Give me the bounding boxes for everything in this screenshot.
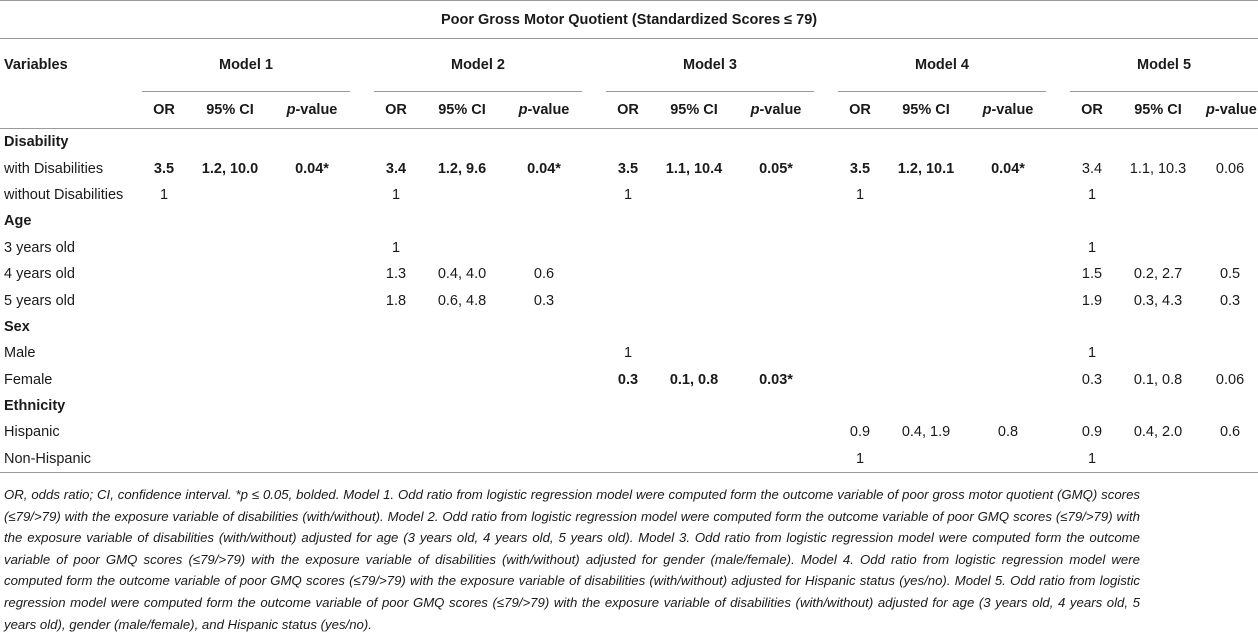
or-cell: 1 bbox=[855, 450, 865, 467]
table-row bbox=[0, 261, 1258, 287]
or-header: OR bbox=[849, 102, 871, 118]
p-value-cell: 0.6 bbox=[1219, 424, 1241, 441]
p-rest: -value bbox=[759, 102, 802, 118]
ci-cell bbox=[418, 235, 506, 261]
ci-header: 95% CI bbox=[670, 102, 718, 118]
ci-cell bbox=[418, 419, 506, 445]
or-header: OR bbox=[1081, 102, 1103, 118]
ci-cell bbox=[882, 182, 970, 208]
or-cell bbox=[838, 287, 882, 313]
p-value-header bbox=[274, 92, 350, 129]
ci-cell bbox=[650, 261, 738, 287]
p-value-cell bbox=[506, 235, 582, 261]
ci-header: 95% CI bbox=[902, 102, 950, 118]
p-value-cell bbox=[274, 340, 350, 366]
or-cell bbox=[606, 235, 650, 261]
or-cell: 0.3 bbox=[617, 371, 639, 388]
or-cell: 1 bbox=[391, 239, 401, 256]
or-cell bbox=[374, 367, 418, 393]
table-row bbox=[0, 446, 1258, 473]
table-row bbox=[0, 155, 1258, 181]
ci-cell bbox=[186, 235, 274, 261]
ci-cell: 0.6, 4.8 bbox=[437, 292, 487, 309]
row-label: Female bbox=[4, 371, 53, 388]
p-value-cell bbox=[506, 182, 582, 208]
model-header: Model 3 bbox=[606, 39, 814, 92]
model-header: Model 1 bbox=[142, 39, 350, 92]
p-italic: p bbox=[982, 102, 992, 118]
table-row bbox=[0, 419, 1258, 445]
p-value-cell bbox=[506, 419, 582, 445]
ci-cell bbox=[882, 235, 970, 261]
p-value-cell: 0.5 bbox=[1219, 266, 1241, 283]
ci-cell bbox=[882, 367, 970, 393]
or-cell: 0.3 bbox=[1081, 371, 1103, 388]
ci-cell: 1.1, 10.4 bbox=[665, 160, 723, 177]
ci-cell bbox=[882, 261, 970, 287]
or-cell: 1 bbox=[1087, 450, 1097, 467]
p-value-cell bbox=[274, 446, 350, 473]
p-value-cell: 0.04* bbox=[991, 160, 1025, 177]
ci-cell bbox=[882, 340, 970, 366]
or-cell bbox=[142, 367, 186, 393]
p-value-cell bbox=[506, 340, 582, 366]
ci-header: 95% CI bbox=[438, 102, 486, 118]
ci-cell bbox=[1114, 235, 1202, 261]
p-value-cell bbox=[506, 367, 582, 393]
ci-cell bbox=[650, 419, 738, 445]
p-value-cell bbox=[1202, 235, 1258, 261]
ci-cell bbox=[186, 340, 274, 366]
ci-cell: 0.3, 4.3 bbox=[1133, 292, 1183, 309]
ci-cell: 0.4, 2.0 bbox=[1133, 424, 1183, 441]
p-value-cell bbox=[1202, 340, 1258, 366]
row-label: Male bbox=[4, 345, 36, 362]
title-row bbox=[0, 1, 1258, 39]
or-cell: 1 bbox=[623, 345, 633, 362]
row-label: without Disabilities bbox=[4, 186, 124, 203]
p-rest: -value bbox=[1214, 102, 1257, 118]
p-value-cell bbox=[970, 287, 1046, 313]
p-value-cell bbox=[970, 235, 1046, 261]
category-label: Age bbox=[4, 213, 32, 230]
p-value-cell: 0.03* bbox=[759, 371, 793, 388]
ci-cell: 1.2, 9.6 bbox=[437, 160, 487, 177]
or-cell bbox=[142, 340, 186, 366]
ci-cell bbox=[650, 287, 738, 313]
ci-cell bbox=[418, 367, 506, 393]
or-cell bbox=[838, 235, 882, 261]
ci-cell bbox=[418, 182, 506, 208]
p-value-header bbox=[1202, 92, 1258, 129]
or-cell: 3.5 bbox=[617, 160, 639, 177]
p-value-cell bbox=[274, 182, 350, 208]
ci-cell: 0.4, 4.0 bbox=[437, 266, 487, 283]
p-value-cell bbox=[738, 419, 814, 445]
p-value-cell bbox=[738, 182, 814, 208]
p-value-cell bbox=[970, 261, 1046, 287]
p-value-cell bbox=[970, 446, 1046, 473]
or-cell bbox=[374, 340, 418, 366]
or-cell bbox=[142, 287, 186, 313]
p-value-header bbox=[738, 92, 814, 129]
or-cell: 0.9 bbox=[1081, 424, 1103, 441]
p-value-cell: 0.06 bbox=[1215, 160, 1245, 177]
or-cell bbox=[142, 235, 186, 261]
or-header: OR bbox=[385, 102, 407, 118]
p-value-cell: 0.3 bbox=[533, 292, 555, 309]
p-value-cell bbox=[970, 340, 1046, 366]
ci-cell bbox=[418, 340, 506, 366]
or-cell: 1 bbox=[391, 186, 401, 203]
p-value-cell bbox=[274, 235, 350, 261]
ci-cell bbox=[186, 182, 274, 208]
p-italic: p bbox=[1206, 102, 1215, 118]
model-header: Model 4 bbox=[838, 39, 1046, 92]
ci-cell bbox=[418, 446, 506, 473]
p-value-cell: 0.6 bbox=[533, 266, 555, 283]
ci-cell: 0.4, 1.9 bbox=[901, 424, 951, 441]
p-value-cell bbox=[274, 287, 350, 313]
or-cell bbox=[142, 419, 186, 445]
or-header: OR bbox=[617, 102, 639, 118]
row-label: 5 years old bbox=[4, 292, 75, 309]
ci-cell bbox=[1114, 340, 1202, 366]
category-row bbox=[0, 393, 1258, 419]
category-row bbox=[0, 208, 1258, 234]
or-cell bbox=[606, 446, 650, 473]
table-row bbox=[0, 287, 1258, 313]
p-value-cell bbox=[970, 182, 1046, 208]
or-cell: 1 bbox=[159, 186, 169, 203]
ci-cell bbox=[186, 367, 274, 393]
p-rest: -value bbox=[527, 102, 570, 118]
table-row bbox=[0, 367, 1258, 393]
ci-cell: 1.2, 10.0 bbox=[201, 160, 259, 177]
ci-cell bbox=[1114, 446, 1202, 473]
ci-cell bbox=[186, 446, 274, 473]
ci-cell bbox=[650, 340, 738, 366]
p-value-cell: 0.04* bbox=[295, 160, 329, 177]
p-value-cell bbox=[274, 419, 350, 445]
or-cell: 1 bbox=[855, 186, 865, 203]
or-cell: 1 bbox=[623, 186, 633, 203]
category-row bbox=[0, 314, 1258, 340]
ci-cell bbox=[186, 419, 274, 445]
or-cell: 1 bbox=[1087, 239, 1097, 256]
ci-cell: 1.2, 10.1 bbox=[897, 160, 955, 177]
ci-cell: 0.2, 2.7 bbox=[1133, 266, 1183, 283]
or-cell bbox=[142, 446, 186, 473]
ci-cell: 0.1, 0.8 bbox=[669, 371, 719, 388]
or-cell: 1.8 bbox=[385, 292, 407, 309]
p-value-cell bbox=[738, 446, 814, 473]
p-value-cell: 0.04* bbox=[527, 160, 561, 177]
ci-header: 95% CI bbox=[206, 102, 254, 118]
ci-cell: 1.1, 10.3 bbox=[1129, 160, 1187, 177]
ci-cell bbox=[650, 235, 738, 261]
p-value-cell bbox=[738, 340, 814, 366]
or-cell bbox=[838, 340, 882, 366]
p-rest: -value bbox=[991, 102, 1034, 118]
p-value-cell bbox=[274, 261, 350, 287]
row-label: Non-Hispanic bbox=[4, 450, 92, 467]
ci-cell bbox=[882, 287, 970, 313]
p-value-cell bbox=[506, 446, 582, 473]
table-row bbox=[0, 340, 1258, 366]
p-value-header bbox=[970, 92, 1046, 129]
table-row bbox=[0, 235, 1258, 261]
or-header: OR bbox=[153, 102, 175, 118]
table-row bbox=[0, 182, 1258, 208]
p-italic: p bbox=[286, 102, 296, 118]
ci-header: 95% CI bbox=[1134, 102, 1182, 118]
row-label: 4 years old bbox=[4, 266, 75, 283]
or-cell bbox=[374, 446, 418, 473]
ci-cell bbox=[186, 261, 274, 287]
p-value-cell bbox=[738, 287, 814, 313]
or-cell: 3.5 bbox=[153, 160, 175, 177]
row-label: with Disabilities bbox=[4, 160, 104, 177]
sub-header-row bbox=[0, 92, 1258, 129]
category-label: Ethnicity bbox=[4, 398, 66, 415]
variables-header: Variables bbox=[4, 57, 68, 74]
p-value-cell bbox=[274, 367, 350, 393]
p-value-cell: 0.3 bbox=[1219, 292, 1241, 309]
p-value-cell bbox=[738, 261, 814, 287]
or-cell: 1.9 bbox=[1081, 292, 1103, 309]
model-header: Model 5 bbox=[1070, 39, 1258, 92]
or-cell: 0.9 bbox=[849, 424, 871, 441]
p-italic: p bbox=[750, 102, 760, 118]
or-cell bbox=[142, 261, 186, 287]
p-value-cell: 0.8 bbox=[997, 424, 1019, 441]
p-value-cell: 0.05* bbox=[759, 160, 793, 177]
model-header: Model 2 bbox=[374, 39, 582, 92]
or-cell: 3.4 bbox=[385, 160, 407, 177]
or-cell: 3.5 bbox=[849, 160, 871, 177]
or-cell bbox=[606, 287, 650, 313]
or-cell: 1.5 bbox=[1081, 266, 1103, 283]
ci-cell bbox=[1114, 182, 1202, 208]
model-header-row bbox=[0, 39, 1258, 92]
or-cell bbox=[838, 367, 882, 393]
or-cell bbox=[838, 261, 882, 287]
p-value-cell bbox=[970, 367, 1046, 393]
category-label: Disability bbox=[4, 134, 69, 151]
p-value-cell bbox=[1202, 446, 1258, 473]
p-italic: p bbox=[518, 102, 528, 118]
ci-cell bbox=[650, 446, 738, 473]
table-footnote: OR, odds ratio; CI, confidence interval. *p ≤ 0.05, bolded. Model 1. Odd ratio from logistic regression model were computed form the outcome variable of poor gross motor quotient (GMQ) scores (≤79/>79) with the exposure variable of disabilities (with/without). Model 2. Odd ratio from logistic regression model were computed form the outcome variable of poor GMQ scores (≤79/>79) with the exposure variable of disabilities (with/without) adjusted for age (3 years old, 4 years old, 5 years old). Model 3. Odd ratio from logistic regression model were computed form the outcome variable of poor GMQ scores (≤79/>79) with the exposure variable of disabilities (with/without) adjusted for gender (male/female). Model 4. Odd ratio from logistic regression model were computed form the outcome variable of poor GMQ scores (≤79/>79) with the exposure variable of disabilities (with/without) adjusted for Hispanic status (yes/no). Model 5. Odd ratio from logistic regression model were computed form the outcome variable of poor GMQ scores (≤79/>79) with the exposure variable of disabilities (with/without) adjusted for age (3 years old, 4 years old, 5 years old), gender (male/female), and Hispanic status (yes/no). bbox=[4, 487, 1140, 632]
or-cell bbox=[374, 419, 418, 445]
or-cell bbox=[606, 261, 650, 287]
ci-cell bbox=[882, 446, 970, 473]
p-value-cell bbox=[738, 235, 814, 261]
ci-cell: 0.1, 0.8 bbox=[1133, 371, 1183, 388]
or-cell: 1 bbox=[1087, 186, 1097, 203]
or-cell: 3.4 bbox=[1081, 160, 1103, 177]
category-row bbox=[0, 129, 1258, 156]
or-cell: 1 bbox=[1087, 345, 1097, 362]
p-value-header bbox=[506, 92, 582, 129]
p-value-cell: 0.06 bbox=[1215, 371, 1245, 388]
or-cell: 1.3 bbox=[385, 266, 407, 283]
ci-cell bbox=[186, 287, 274, 313]
ci-cell bbox=[650, 182, 738, 208]
row-label: 3 years old bbox=[4, 239, 75, 256]
row-label: Hispanic bbox=[4, 424, 60, 441]
p-rest: -value bbox=[295, 102, 338, 118]
table-title: Poor Gross Motor Quotient (Standardized Scores ≤ 79) bbox=[0, 1, 1258, 39]
or-cell bbox=[606, 419, 650, 445]
category-label: Sex bbox=[4, 318, 30, 335]
p-value-cell bbox=[1202, 182, 1258, 208]
